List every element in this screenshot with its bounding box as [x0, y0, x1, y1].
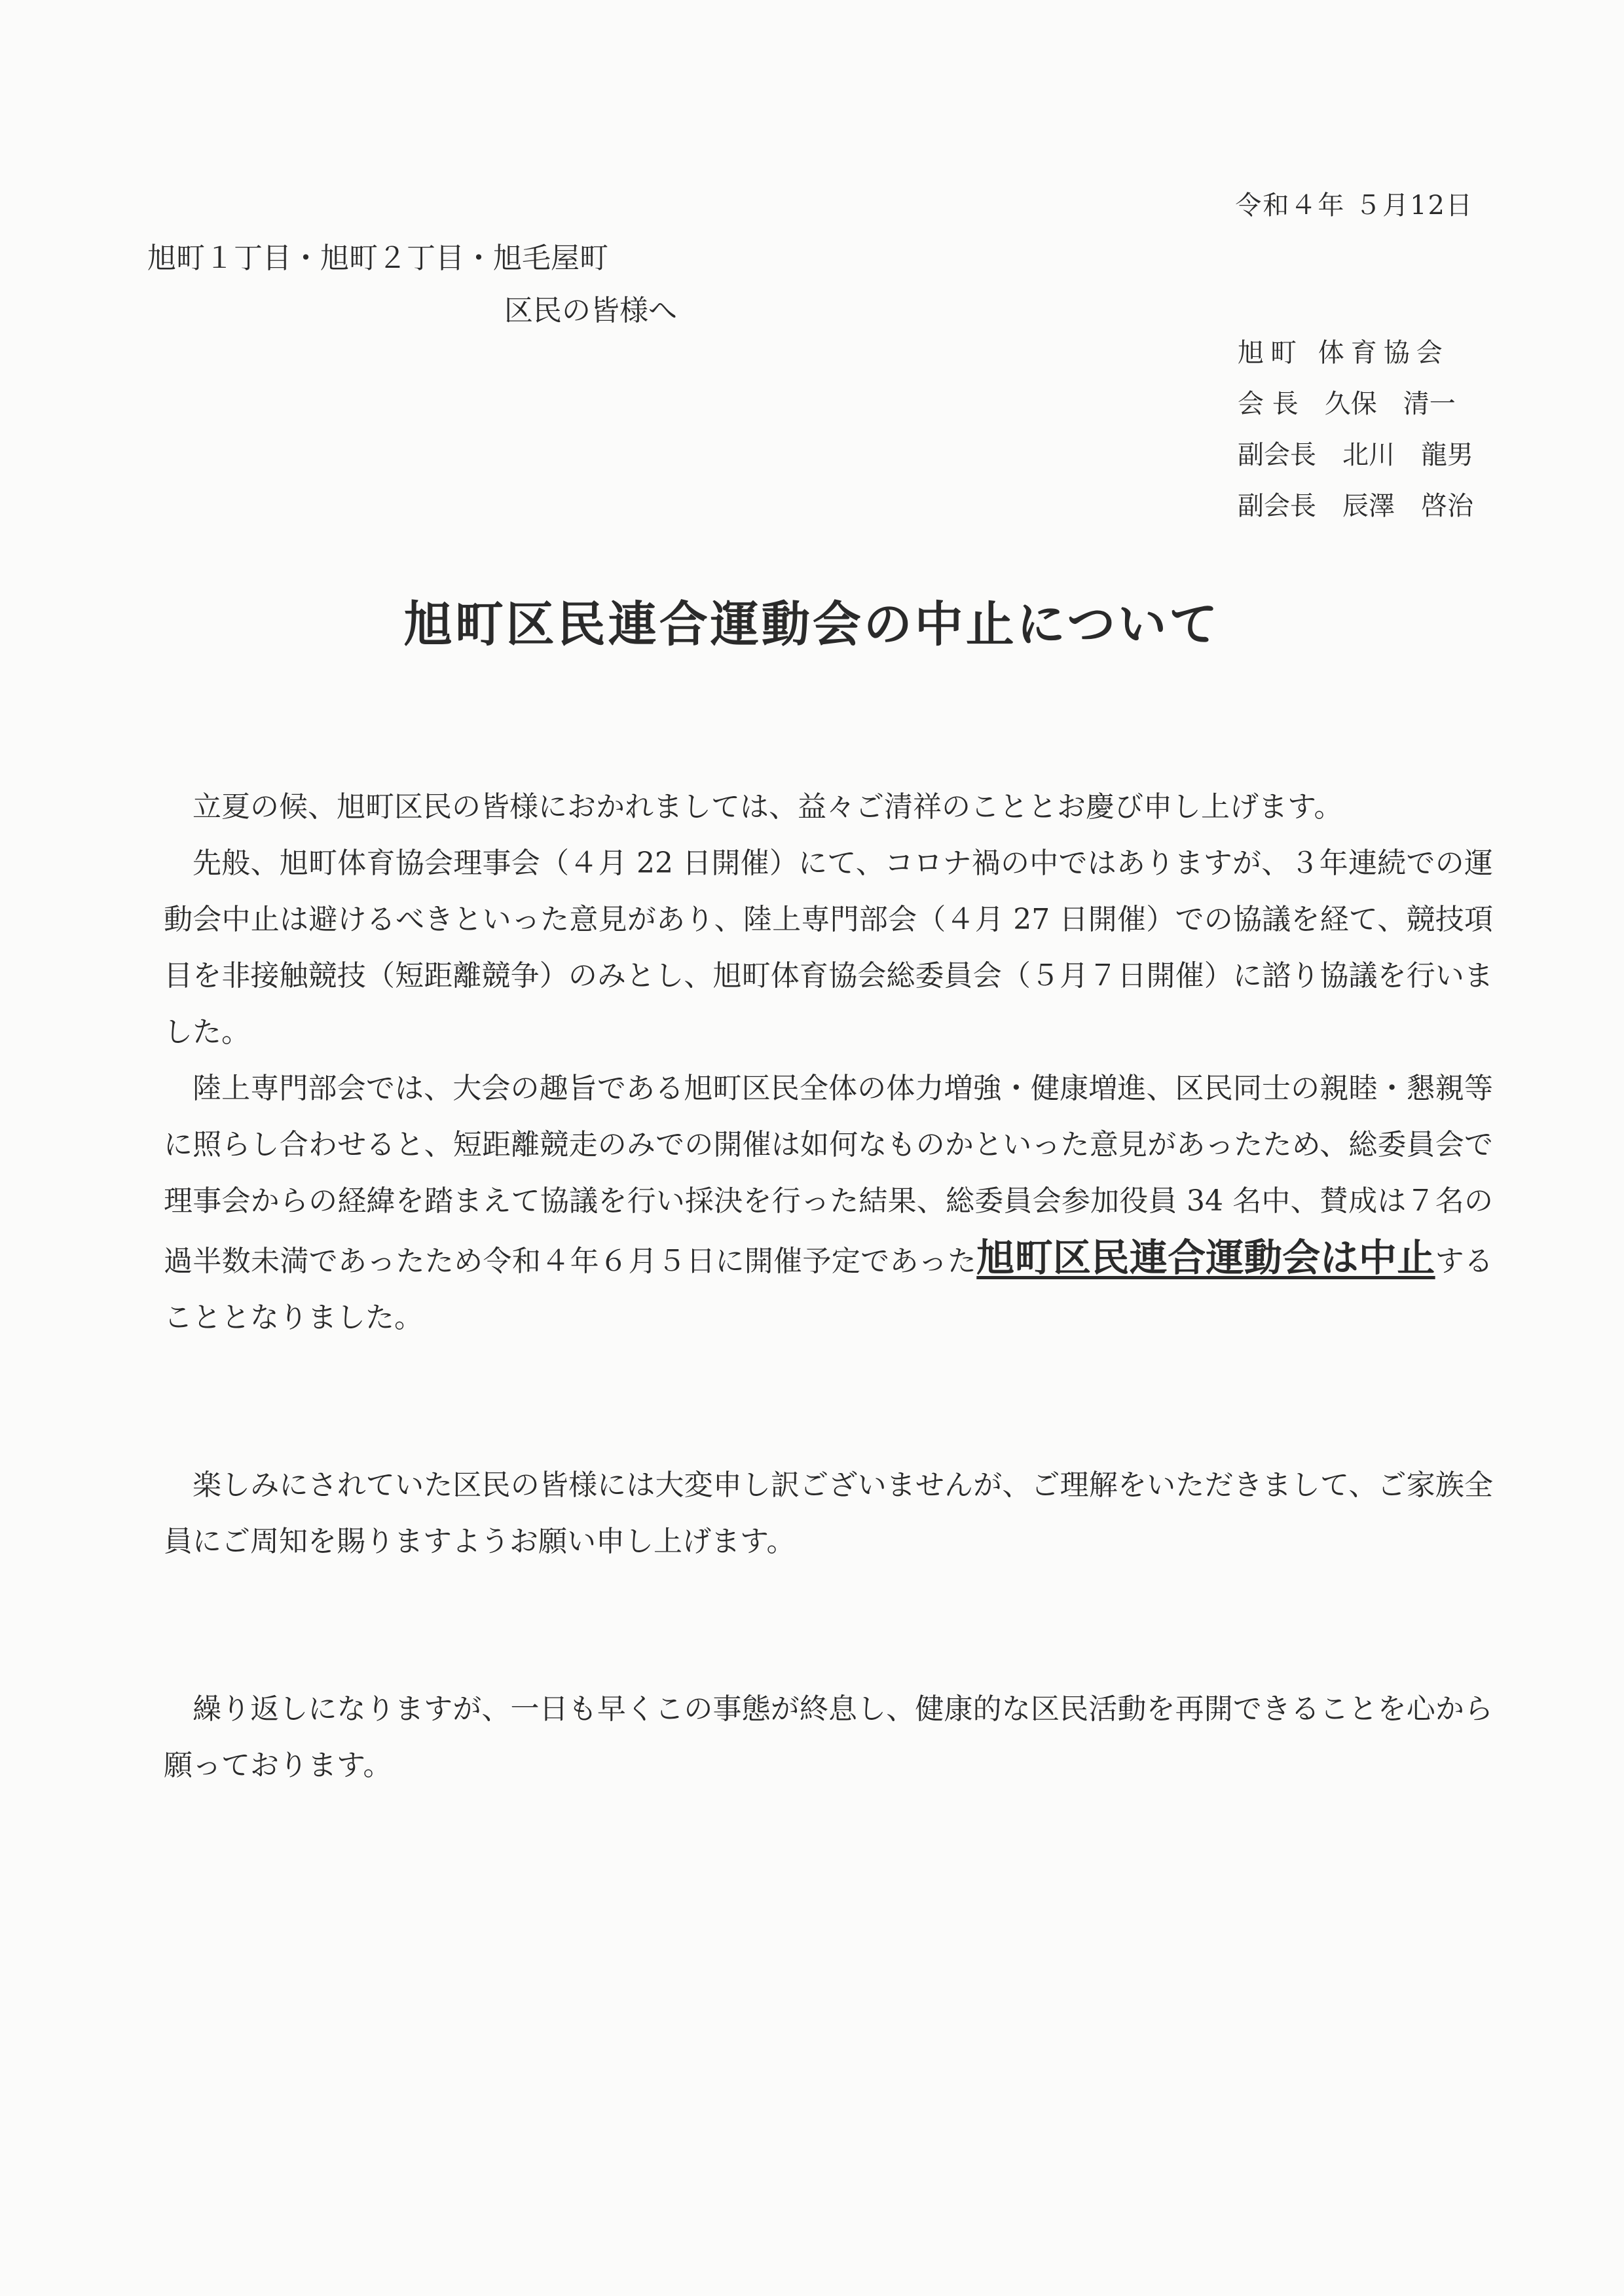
- decision-text: 陸上専門部会では、大会の趣旨である旭町区民全体の体力増強・健康増進、区民同士の親睦・懇親等に照らし合わせると、短距離競走のみでの開催は如何なものかといった意見があったため、総委員会で理事会からの経緯を踏まえて協議を行い採決を行った結果、総委員会参加役員 34 名中、賛成は７名の過半数未満であったため令和４年６月５日に開催予定であった: [164, 1072, 1493, 1278]
- recipient-block: [147, 232, 677, 337]
- sender-chairman: 会 長 久保 清一: [1238, 389, 1456, 419]
- letter-body: [164, 779, 1493, 1794]
- sender-block: [1238, 327, 1473, 532]
- recipient-area: 旭町１丁目・旭町２丁目・旭毛屋町: [147, 242, 608, 275]
- spacer: [164, 1346, 1493, 1457]
- sender-vice-chairman-1: 副会長 北川 龍男: [1238, 440, 1473, 470]
- paragraph-apology: 楽しみにされていた区民の皆様には大変申し訳ございませんが、ご理解をいただきまして、ご家族全員にご周知を賜りますようお願い申し上げます。: [164, 1468, 1493, 1558]
- cancellation-notice: 旭町区民連合運動会は中止: [976, 1235, 1435, 1280]
- sender-vice-chairman-2: 副会長 辰澤 啓治: [1238, 491, 1473, 521]
- recipient-salutation: 区民の皆様へ: [504, 294, 677, 327]
- spacer: [164, 1570, 1493, 1681]
- decision-text-end: することとなりました。: [164, 1245, 1493, 1334]
- letter-date: 令和４年 ５月12日: [1235, 191, 1473, 221]
- paragraph-decision: [164, 1061, 1493, 1346]
- sender-organization: 旭町 体育協会: [1238, 338, 1449, 368]
- paragraph-closing: 繰り返しになりますが、一日も早くこの事態が終息し、健康的な区民活動を再開できることを心から願っております。: [164, 1692, 1493, 1782]
- paragraph-greeting: 立夏の候、旭町区民の皆様におかれましては、益々ご清祥のこととお慶び申し上げます。: [193, 790, 1343, 824]
- paragraph-background: 先般、旭町体育協会理事会（４月 22 日開催）にて、コロナ禍の中ではありますが、３年連続での運動会中止は避けるべきといった意見があり、陸上専門部会（４月 27 日開催）での協議を経て、競技項目を非接触競技（短距離競争）のみとし、旭町体育協会総委員会（５月７日開催）に諮り協議を行いました。: [164, 847, 1493, 1049]
- document-title: 旭町区民連合運動会の中止について: [403, 596, 1221, 653]
